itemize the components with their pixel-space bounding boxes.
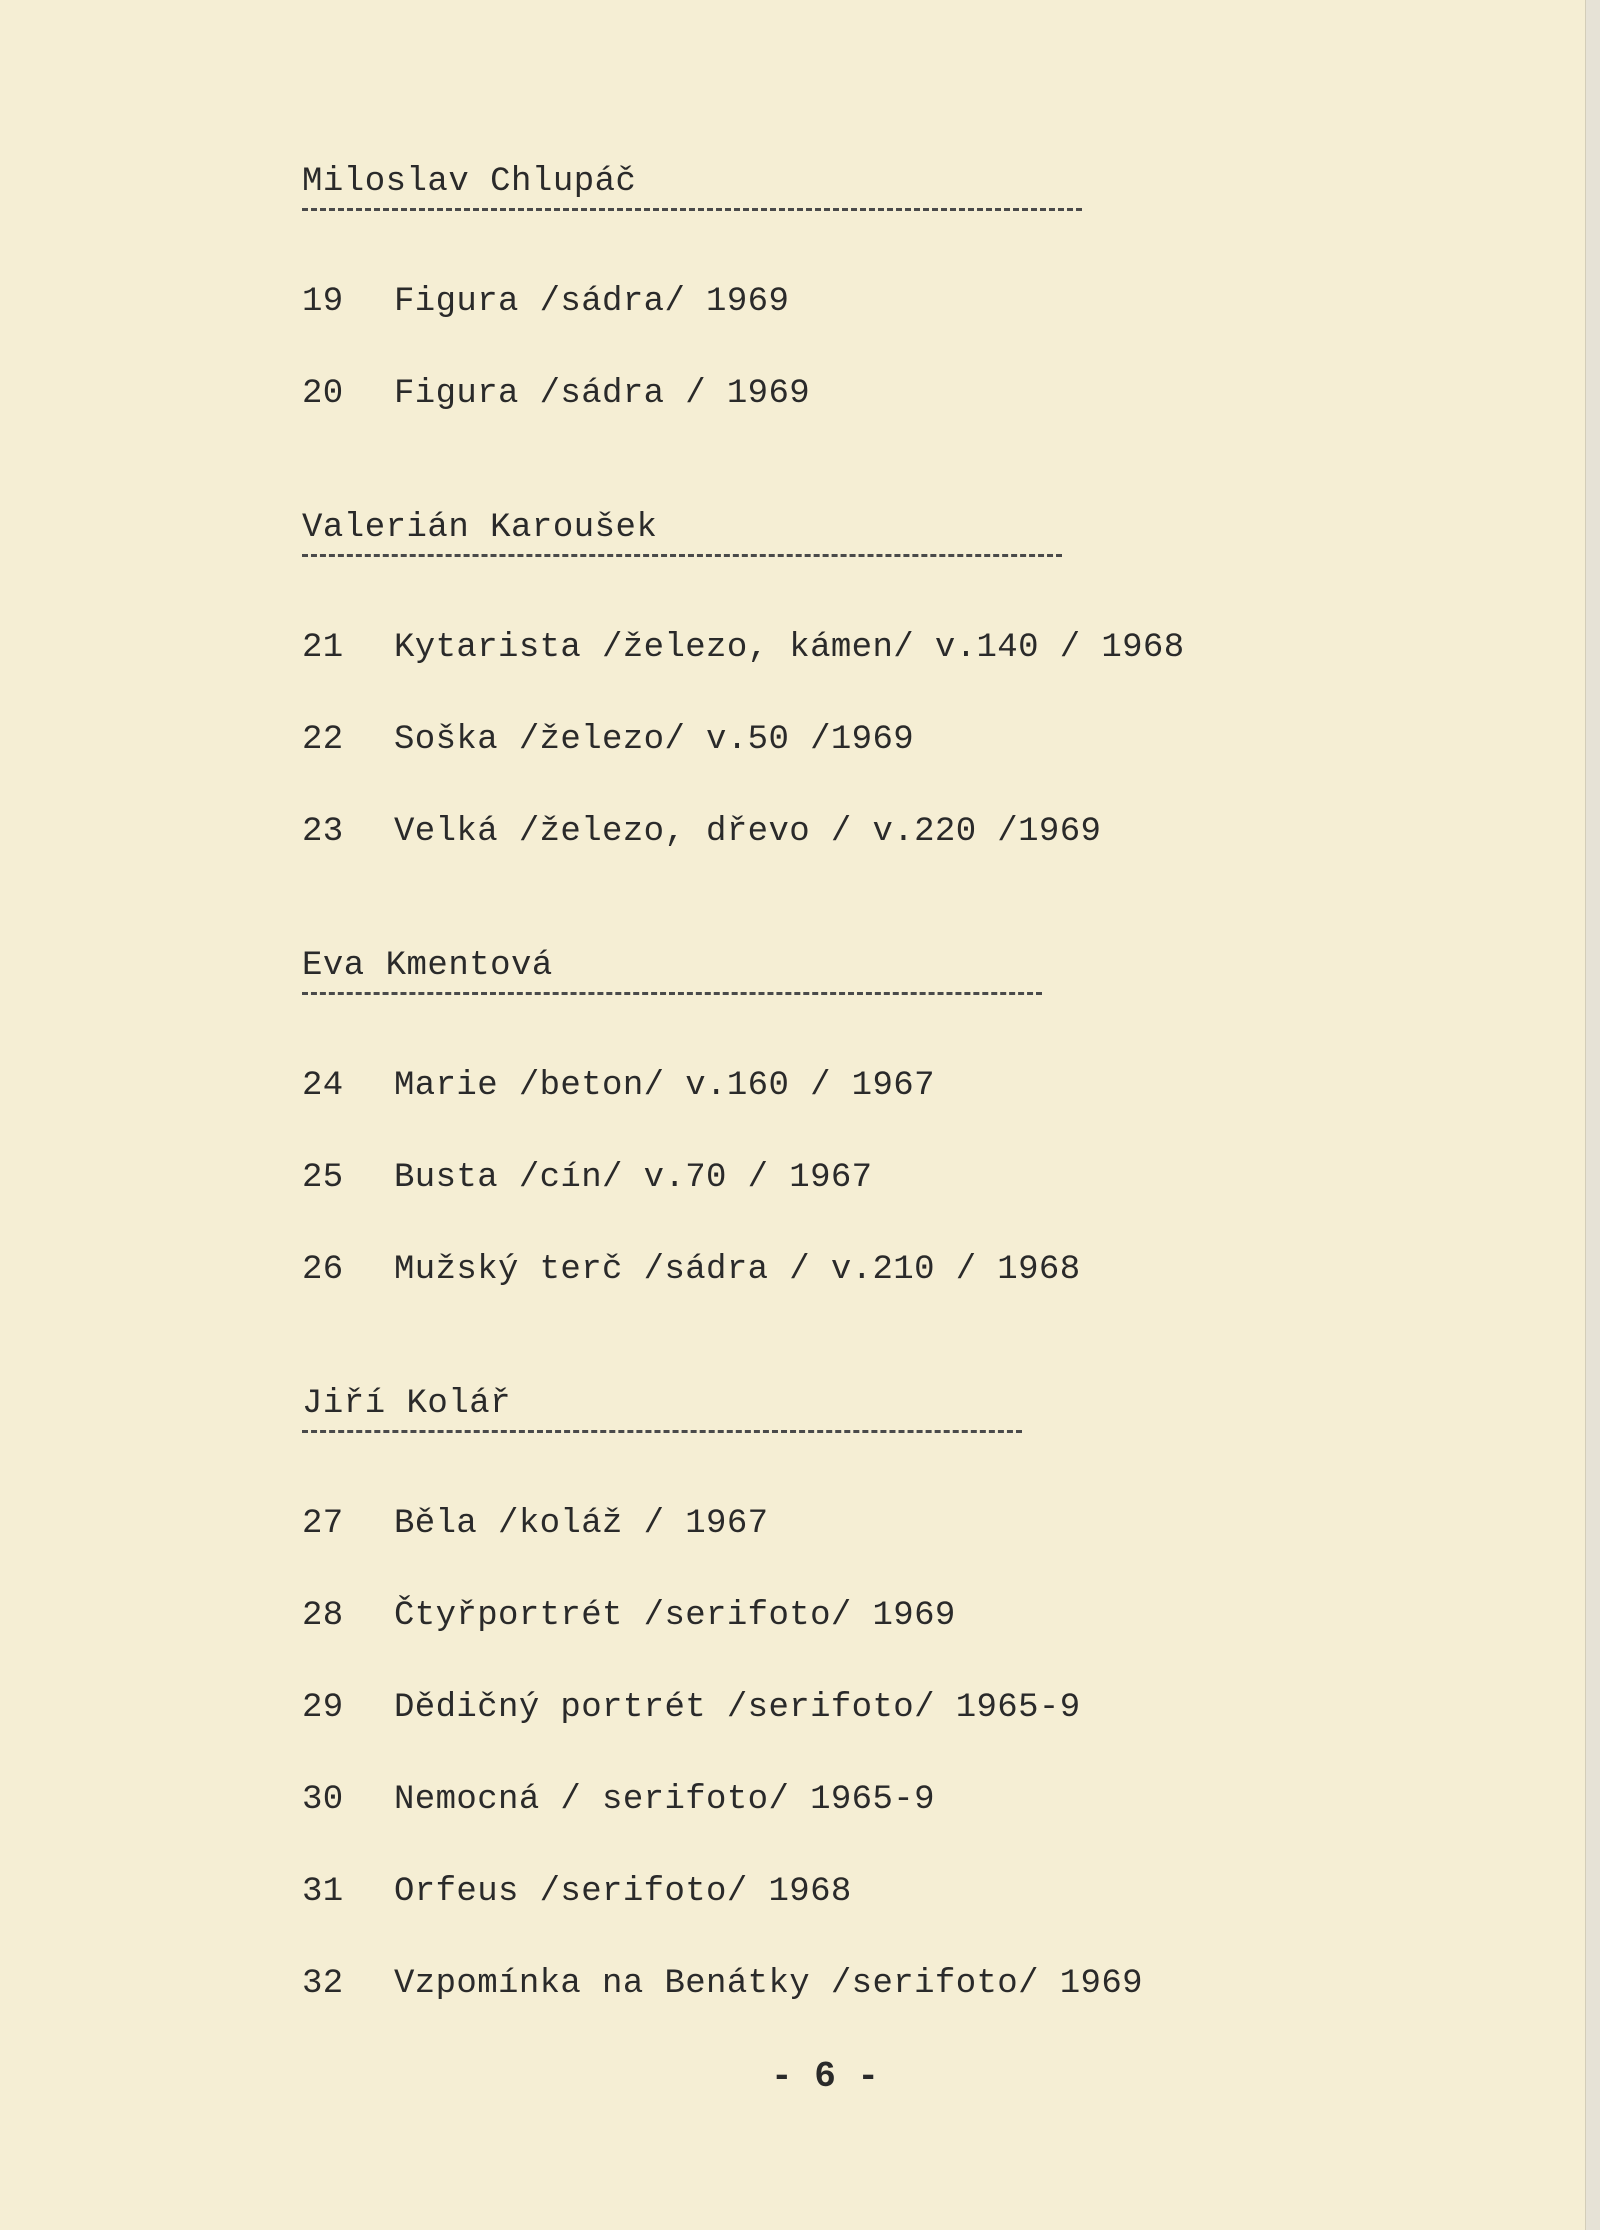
- catalog-item: [302, 1662, 1302, 1754]
- artist-heading: [302, 1372, 1302, 1442]
- artist-section: [302, 1372, 1302, 2030]
- item-number: 31: [302, 1873, 344, 1911]
- item-description: Figura /sádra/ 1969: [394, 283, 790, 321]
- catalog-item: [302, 1478, 1302, 1570]
- artist-name: Miloslav Chlupáč: [302, 163, 637, 201]
- item-number: 22: [302, 721, 344, 759]
- item-description: Mužský terč /sádra / v.210 / 1968: [394, 1251, 1081, 1289]
- item-description: Orfeus /serifoto/ 1968: [394, 1873, 852, 1911]
- page-number: - 6 -: [770, 2056, 880, 2097]
- catalog-item: [302, 256, 1302, 348]
- artist-section: [302, 496, 1302, 878]
- catalog-item: [302, 1846, 1302, 1938]
- underline-rule: [302, 554, 1062, 557]
- item-description: Figura /sádra / 1969: [394, 375, 811, 413]
- item-description: Marie /beton/ v.160 / 1967: [394, 1067, 935, 1105]
- item-description: Busta /cín/ v.70 / 1967: [394, 1159, 873, 1197]
- item-number: 23: [302, 813, 344, 851]
- item-number: 24: [302, 1067, 344, 1105]
- catalog-item: [302, 1570, 1302, 1662]
- underline-rule: [302, 1430, 1022, 1433]
- catalog-item: [302, 1040, 1302, 1132]
- catalog-item: [302, 1938, 1302, 2030]
- item-description: Soška /železo/ v.50 /1969: [394, 721, 915, 759]
- catalog-item: [302, 786, 1302, 878]
- artist-section: [302, 150, 1302, 440]
- artist-name: Jiří Kolář: [302, 1385, 512, 1423]
- underline-rule: [302, 992, 1042, 995]
- catalog-item: [302, 348, 1302, 440]
- artist-heading: [302, 934, 1302, 1004]
- item-number: 27: [302, 1505, 344, 1543]
- paper-edge: [1585, 0, 1600, 2230]
- item-description: Velká /železo, dřevo / v.220 /1969: [394, 813, 1102, 851]
- catalog-item: [302, 694, 1302, 786]
- item-description: Dědičný portrét /serifoto/ 1965-9: [394, 1689, 1081, 1727]
- artist-section: [302, 934, 1302, 1316]
- item-number: 20: [302, 375, 344, 413]
- item-description: Vzpomínka na Benátky /serifoto/ 1969: [394, 1965, 1143, 2003]
- item-number: 21: [302, 629, 344, 667]
- item-number: 28: [302, 1597, 344, 1635]
- underline-rule: [302, 208, 1082, 211]
- artist-name: Valerián Karoušek: [302, 509, 658, 547]
- item-description: Čtyřportrét /serifoto/ 1969: [394, 1597, 956, 1635]
- item-number: 19: [302, 283, 344, 321]
- item-number: 29: [302, 1689, 344, 1727]
- artist-name: Eva Kmentová: [302, 947, 553, 985]
- item-description: Nemocná / serifoto/ 1965-9: [394, 1781, 935, 1819]
- catalog-list: [302, 150, 1302, 2030]
- item-number: 30: [302, 1781, 344, 1819]
- catalog-item: [302, 1224, 1302, 1316]
- item-number: 32: [302, 1965, 344, 2003]
- artist-heading: [302, 496, 1302, 566]
- item-description: Kytarista /železo, kámen/ v.140 / 1968: [394, 629, 1185, 667]
- item-description: Běla /koláž / 1967: [394, 1505, 769, 1543]
- item-number: 26: [302, 1251, 344, 1289]
- item-number: 25: [302, 1159, 344, 1197]
- catalog-item: [302, 1754, 1302, 1846]
- catalog-item: [302, 602, 1302, 694]
- artist-heading: [302, 150, 1302, 220]
- catalog-item: [302, 1132, 1302, 1224]
